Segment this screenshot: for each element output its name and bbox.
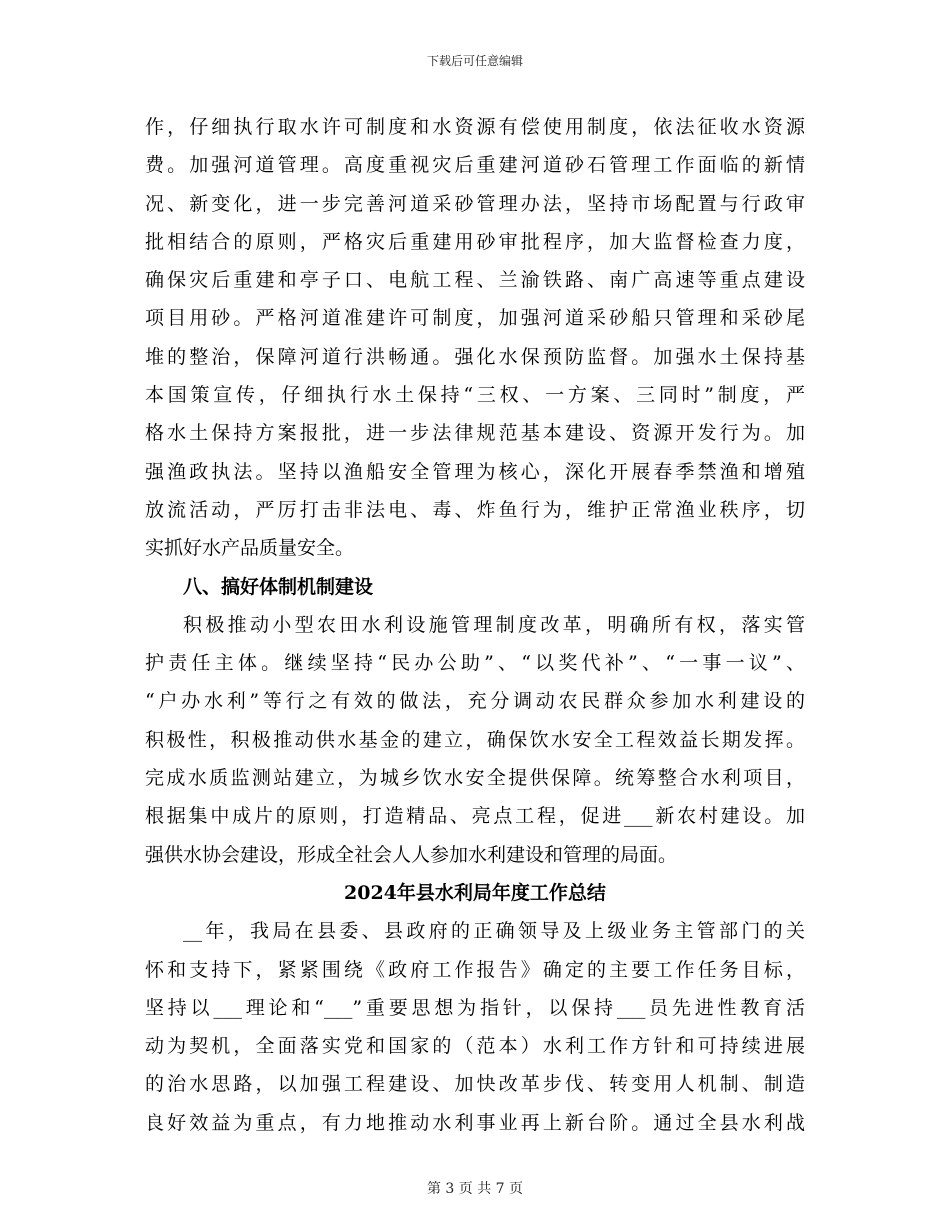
document-body xyxy=(145,108,805,1142)
text-line: 怀和支持下，紧紧围绕《政府工作报告》确定的主要工作任务目标， xyxy=(145,958,805,981)
text-line: 确保灾后重建和亭子口、电航工程、兰渝铁路、南广高速等重点建设 xyxy=(145,269,805,292)
text-line: 批相结合的原则，严格灾后重建用砂审批程序，加大监督检查力度， xyxy=(145,230,805,253)
text-line: 的治水思路，以加强工程建设、加快改革步伐、转变用人机制、制造 xyxy=(145,1073,805,1096)
text-line: 护责任主体。继续坚持“民办公助”、“以奖代补”、“一事一议”、 xyxy=(145,652,805,675)
text-line: 坚持以___理论和“___”重要思想为指针，以保持___员先进性教育活 xyxy=(145,996,805,1019)
text-line: 格水土保持方案报批，进一步法律规范基本建设、资源开发行为。加 xyxy=(145,422,805,445)
text-line: 完成水质监测站建立，为城乡饮水安全提供保障。统筹整合水利项目， xyxy=(145,767,805,790)
text-line: 项目用砂。严格河道准建许可制度，加强河道采砂船只管理和采砂尾 xyxy=(145,307,805,330)
text-line: 强渔政执法。坚持以渔船安全管理为核心，深化开展春季禁渔和增殖 xyxy=(145,460,805,483)
text-line: 堆的整治，保障河道行洪畅通。强化水保预防监督。加强水土保持基 xyxy=(145,345,805,368)
page-header: 下载后可任意编辑 xyxy=(426,54,523,68)
text-line: 本国策宣传，仔细执行水土保持“三权、一方案、三同时”制度，严 xyxy=(145,384,805,407)
text-line: 动为契机，全面落实党和国家的（范本）水利工作方针和可持续进展 xyxy=(145,1035,805,1058)
text-line: “户办水利”等行之有效的做法，充分调动农民群众参加水利建设的 xyxy=(145,690,805,713)
text-line: 况、新变化，进一步完善河道采砂管理办法，坚持市场配置与行政审 xyxy=(145,192,805,215)
text-line: 积极性，积极推动供水基金的建立，确保饮水安全工程效益长期发挥。 xyxy=(145,728,805,751)
text-line: 实抓好水产品质量安全。 xyxy=(145,537,355,560)
text-line: 放流活动，严厉打击非法电、毒、炸鱼行为，维护正常渔业秩序，切 xyxy=(145,498,805,521)
text-line: 强供水协会建设，形成全社会人人参加水利建设和管理的局面。 xyxy=(145,843,678,866)
text-line: 费。加强河道管理。高度重视灾后重建河道砂石管理工作面临的新情 xyxy=(145,154,805,177)
text-line: 作，仔细执行取水许可制度和水资源有偿使用制度，依法征收水资源 xyxy=(145,116,805,138)
document-title: 2024年县水利局年度工作总结 xyxy=(344,881,606,904)
text-line: 积极推动小型农田水利设施管理制度改革，明确所有权，落实管 xyxy=(183,613,805,636)
text-line: 根据集中成片的原则，打造精品、亮点工程，促进___新农村建设。加 xyxy=(145,805,805,828)
text-line: 良好效益为重点，有力地推动水利事业再上新台阶。通过全县水利战 xyxy=(145,1111,805,1134)
page-footer: 第 3 页 共 7 页 xyxy=(426,1181,524,1197)
section-heading: 八、搞好体制机制建设 xyxy=(183,575,374,598)
text-line: __年，我局在县委、县政府的正确领导及上级业务主管部门的关 xyxy=(183,920,805,943)
